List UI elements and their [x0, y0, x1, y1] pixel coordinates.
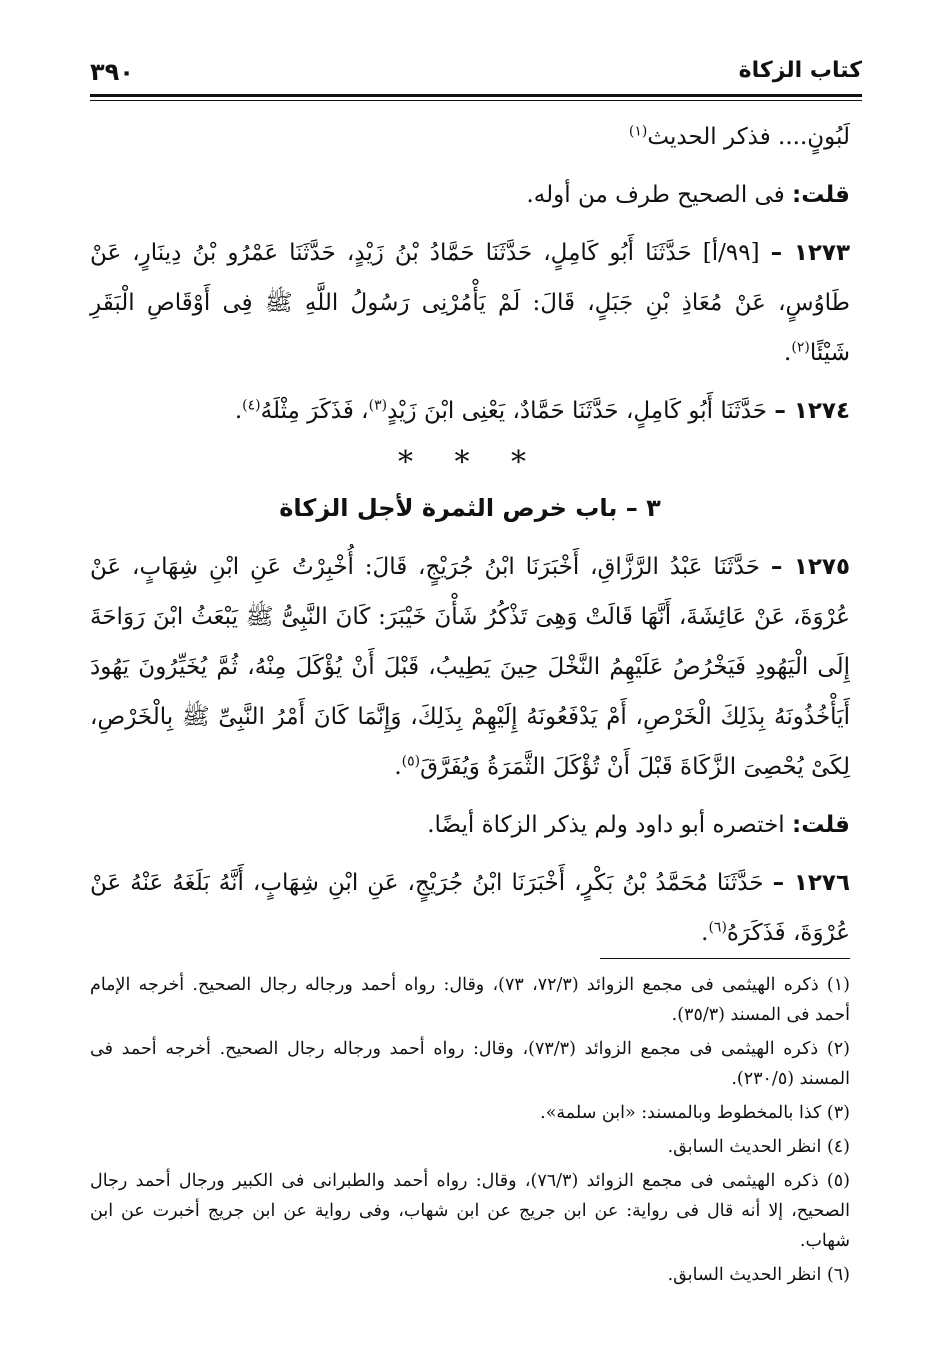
hadith-1275: ١٢٧٥ – حَدَّثَنَا عَبْدُ الرَّزَّاقِ، أَخْبَرَنَا ابْنُ جُرَيْجٍ، قَالَ: أُخْبِرْتُ عَنِ ابْنِ شِهَابٍ، عَنْ عُرْوَةَ، عَنْ عَائِشَةَ، أَنَّهَا قَالَتْ وَهِىَ تَذْكُرُ شَأْنَ خَيْبَرَ: كَانَ النَّبِىُّ ﷺ يَبْعَثُ ابْنَ رَوَاحَةَ إِلَى الْيَهُودِ فَيَخْرُصُ عَلَيْهِمُ النَّخْلَ حِينَ يَطِيبُ، قَبْلَ أَنْ يُؤْكَلَ مِنْهُ، ثُمَّ يُخَيِّرُونَ يَهُودَ أَيَأْخُذُونَهُ بِذَلِكَ الْخَرْصِ، أَمْ يَدْفَعُونَهُ إِلَيْهِمْ بِذَلِكَ، وَإِنَّمَا كَانَ أَمْرُ النَّبِىِّ ﷺ بِالْخَرْصِ، لِكَىْ يُحْصِىَ الزَّكَاةَ قَبْلَ أَنْ تُؤْكَلَ الثَّمَرَةُ وَيُفَرَّقَ$^{(٥)}$.	[90, 554, 850, 780]
comment-paragraph: قلت: اختصره أبو داود ولم يذكر الزكاة أيضًا.	[427, 812, 850, 838]
page-number: ٣٩٠	[90, 58, 134, 86]
footnote-item: (٤) انظر الحديث السابق.	[667, 1137, 850, 1157]
header-rule-thick	[90, 94, 862, 97]
footnote-ref: (٦)	[708, 919, 727, 936]
section-separator: * * *	[397, 445, 543, 480]
footnote-item: (٢) ذكره الهيثمى فى مجمع الزوائد (٧٣/٣)، وقال: رواه أحمد ورجاله رجال الصحيح. أخرجه أحمد فى المسند (٢٣٠/٥).	[90, 1039, 850, 1089]
chapter-heading: ٣ – باب خرص الثمرة لأجل الزكاة	[279, 494, 661, 522]
running-header	[90, 58, 862, 88]
paragraph-continuation: لَبُونٍ.... فذكر الحديث$^{(١)}$	[628, 123, 850, 150]
footnote-separator	[600, 958, 850, 959]
footnote-item: (٦) انظر الحديث السابق.	[667, 1265, 850, 1285]
footnote-item: (٣) كذا بالمخطوط وبالمسند: «ابن سلمة».	[540, 1103, 850, 1123]
comment-paragraph: قلت: فى الصحيح طرف من أوله.	[526, 182, 850, 208]
hadith-number: ١٢٧٦ –	[772, 870, 851, 896]
main-text	[90, 112, 850, 966]
footnote-ref: (٣)	[368, 397, 388, 414]
hadith-number: ١٢٧٥ –	[770, 554, 850, 580]
footnote-ref: (٢)	[791, 339, 810, 356]
header-rule-thin	[90, 100, 862, 101]
hadith-number: ١٢٧٣ –	[770, 240, 851, 266]
footnote-item: (٥) ذكره الهيثمى فى مجمع الزوائد (٧٦/٣)، وقال: رواه أحمد والطبرانى فى الكبير ورجال أحمد رجال الصحيح، إلا أنه قال فى رواية: عن ابن جريج عن ابن شهاب، وفى رواية عن ابن جريج أخبرت عن ابن شهاب.	[90, 1171, 850, 1251]
hadith-1276: ١٢٧٦ – حَدَّثَنَا مُحَمَّدُ بْنُ بَكْرٍ، أَخْبَرَنَا ابْنُ جُرَيْجٍ، عَنِ ابْنِ شِهَابٍ، أَنَّهُ بَلَغَهُ عَنْهُ عَنْ عُرْوَةَ، فَذَكَرَهُ$^{(٦)}$.	[90, 870, 851, 946]
hadith-1273: ١٢٧٣ – [٩٩/أ] حَدَّثَنَا أَبُو كَامِلٍ، حَدَّثَنَا حَمَّادُ بْنُ زَيْدٍ، حَدَّثَنَا عَمْرُو بْنُ دِينَارٍ، عَنْ طَاوُسٍ، عَنْ مُعَاذِ بْنِ جَبَلٍ، قَالَ: لَمْ يَأْمُرْنِى رَسُولُ اللَّهِ ﷺ فِى أَوْقَاصِ الْبَقَرِ شَيْئًا$^{(٢)}$.	[90, 240, 851, 366]
hadith-1274: ١٢٧٤ – حَدَّثَنَا أَبُو كَامِلٍ، حَدَّثَنَا حَمَّادٌ، يَعْنِى ابْنَ زَيْدٍ$^{(٣)}$، فَذَكَرَ مِثْلَهُ$^{(٤)}$.	[234, 397, 850, 424]
header-title: كتاب الزكاة	[738, 58, 862, 83]
footnotes	[90, 970, 850, 1294]
hadith-number: ١٢٧٤ –	[774, 398, 850, 424]
footnote-item: (١) ذكره الهيثمى فى مجمع الزوائد (٧٢/٣، ٧٣)، وقال: رواه أحمد ورجاله رجال الصحيح. أخرجه الإمام أحمد فى المسند (٣٥/٣).	[90, 975, 850, 1025]
footnote-ref: (١)	[628, 123, 648, 140]
footnote-ref: (٤)	[242, 397, 261, 414]
comment-label: قلت:	[792, 812, 850, 838]
footnote-ref: (٥)	[401, 753, 421, 770]
comment-label: قلت:	[792, 182, 850, 208]
